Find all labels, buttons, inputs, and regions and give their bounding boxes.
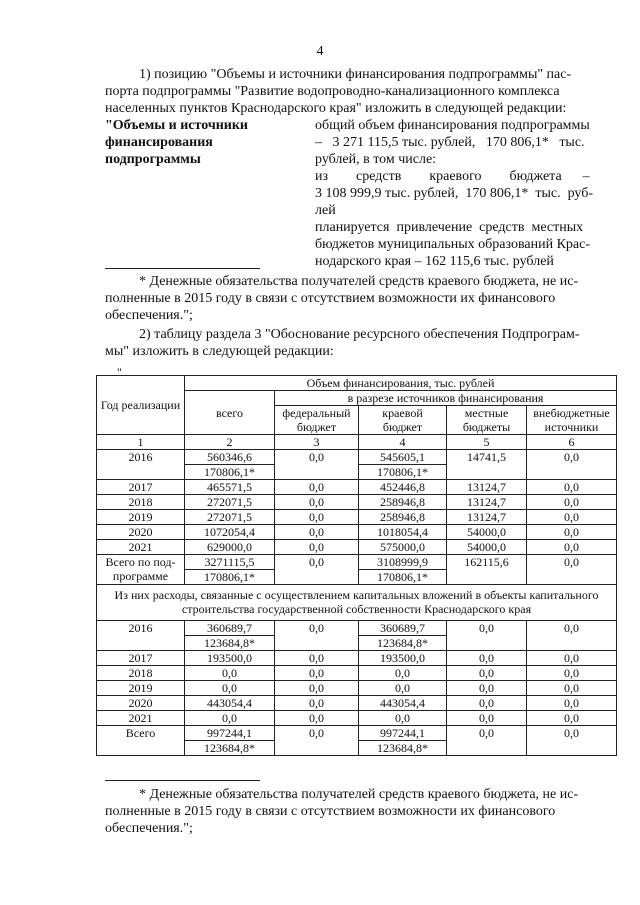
table-row [97,540,617,555]
cell-local: 0,0 [447,726,527,756]
cell-extra: 0,0 [527,711,617,726]
cell-total: 560346,6 [185,450,275,465]
col-number: 4 [359,435,447,450]
cell-regional: 997244,1 [359,726,447,741]
table-row [97,681,617,696]
footnote-line: * Денежные обязательства получателей средств краевого бюджета, не ис- [139,787,579,802]
cell-federal: 0,0 [275,711,359,726]
col-number: 5 [447,435,527,450]
item-1-paragraph [105,66,615,117]
table-row [97,696,617,711]
passport-label-line: "Объемы и источники [105,118,248,133]
cell-year: 2018 [97,666,185,681]
cell-extra: 0,0 [527,726,617,756]
footnote-rule [105,268,260,269]
passport-label [105,117,285,168]
cell-federal: 0,0 [275,480,359,495]
cell-federal: 0,0 [275,495,359,510]
col-number: 1 [97,435,185,450]
cell-regional: 258946,8 [359,510,447,525]
cell-year: 2021 [97,711,185,726]
table-header-row [97,376,617,391]
cell-local: 0,0 [447,651,527,666]
cell-regional: 545605,1 [359,450,447,465]
cell-local: 14741,5 [447,450,527,480]
cell-regional: 3108999,9 [359,555,447,570]
footnote-line: обеспечения."; [105,821,193,836]
footnote-1 [105,273,615,324]
cell-extra: 0,0 [527,525,617,540]
table-row [97,666,617,681]
passport-value [315,117,615,270]
cell-total-star: 170806,1* [185,465,275,480]
footnote-2 [105,786,615,837]
cell-regional: 0,0 [359,711,447,726]
cell-regional: 193500,0 [359,651,447,666]
cell-local: 0,0 [447,681,527,696]
table-row [97,711,617,726]
cell-federal: 0,0 [275,666,359,681]
cell-local: 13124,7 [447,495,527,510]
table-row-total [97,555,617,570]
cell-total-star: 170806,1* [185,570,275,585]
cell-extra: 0,0 [527,555,617,585]
cell-total: 465571,5 [185,480,275,495]
capital-investments-caption: Из них расходы, связанные с осуществлением капитальных вложений в объекты капитального строительства государственной собственности Краснодарского края [97,585,617,621]
cell-regional: 0,0 [359,666,447,681]
header-year: Год реализации [97,376,185,435]
footnote-line: обеспечения."; [105,308,193,323]
table-number-row [97,435,617,450]
cell-regional: 452446,8 [359,480,447,495]
table-section-row [97,585,617,621]
cell-year: 2018 [97,495,185,510]
cell-year: 2019 [97,510,185,525]
passport-value-line: – 3 271 115,5 тыс. рублей, 170 806,1* тыс. [315,135,585,150]
cell-year: 2016 [97,621,185,651]
item-1-line: населенных пунктов Краснодарского края" изложить в следующей редакции: [105,101,567,116]
cell-total: 1072054,4 [185,525,275,540]
header-total: всего [185,391,275,435]
cell-extra: 0,0 [527,666,617,681]
passport-label-line: подпрограммы [105,152,201,167]
cell-regional: 443054,4 [359,696,447,711]
cell-total: 360689,7 [185,621,275,636]
cell-total: 0,0 [185,666,275,681]
cell-federal: 0,0 [275,696,359,711]
footnote-line: полненные в 2015 году в связи с отсутствием возможности их финансового [105,291,556,306]
cell-local: 0,0 [447,621,527,651]
table-row [97,525,617,540]
header-sources: в разрезе источников финансирования [275,391,617,406]
passport-value-line: нодарского края – 162 115,6 тыс. рублей [315,254,554,269]
cell-total-star: 123684,8* [185,741,275,756]
cell-total: 443054,4 [185,696,275,711]
page-number: 4 [316,44,324,59]
footnote-line: полненные в 2015 году в связи с отсутствием возможности их финансового [105,804,556,819]
item-1-line: порта подпрограммы "Развитие водопроводно-канализационного комплекса [105,84,560,99]
cell-year: 2021 [97,540,185,555]
cell-federal: 0,0 [275,525,359,540]
header-extra: внебюджетные источники [527,406,617,435]
cell-local: 0,0 [447,711,527,726]
cell-regional-star: 170806,1* [359,465,447,480]
cell-regional: 360689,7 [359,621,447,636]
cell-year: 2020 [97,525,185,540]
col-number: 6 [527,435,617,450]
cell-local: 0,0 [447,696,527,711]
opening-quote: " [117,365,122,379]
table-row [97,480,617,495]
cell-extra: 0,0 [527,651,617,666]
header-federal: федеральный бюджет [275,406,359,435]
cell-extra: 0,0 [527,540,617,555]
total-label-line: Всего по под- [105,555,176,569]
cell-extra: 0,0 [527,495,617,510]
cell-year: 2019 [97,681,185,696]
cell-extra: 0,0 [527,480,617,495]
cell-extra: 0,0 [527,696,617,711]
cell-regional: 1018054,4 [359,525,447,540]
table-row [97,510,617,525]
financing-table [96,375,617,756]
cell-local: 13124,7 [447,510,527,525]
footnote-line: * Денежные обязательства получателей средств краевого бюджета, не ис- [139,274,579,289]
cell-federal: 0,0 [275,450,359,480]
cell-extra: 0,0 [527,510,617,525]
col-number: 3 [275,435,359,450]
passport-value-line: лей [315,203,336,218]
cell-total: 193500,0 [185,651,275,666]
cell-year: 2016 [97,450,185,480]
cell-extra: 0,0 [527,450,617,480]
table-row-total [97,726,617,741]
cell-extra: 0,0 [527,621,617,651]
table-row [97,495,617,510]
cell-local: 54000,0 [447,525,527,540]
cell-extra: 0,0 [527,681,617,696]
header-volume: Объем финансирования, тыс. рублей [185,376,617,391]
footnote-rule [105,780,260,781]
cell-federal: 0,0 [275,681,359,696]
passport-value-line: 3 108 999,9 тыс. рублей, 170 806,1* тыс. руб- [315,186,593,201]
cell-total: 997244,1 [185,726,275,741]
cell-local: 0,0 [447,666,527,681]
cell-federal: 0,0 [275,621,359,651]
header-regional: краевой бюджет [359,406,447,435]
col-number: 2 [185,435,275,450]
cell-regional: 258946,8 [359,495,447,510]
item-2-paragraph [105,326,615,360]
cell-local: 54000,0 [447,540,527,555]
cell-regional-star: 123684,8* [359,741,447,756]
item-1-line: 1) позицию "Объемы и источники финансирования подпрограммы" пас- [139,67,572,82]
item-2-line: 2) таблицу раздела 3 "Обоснование ресурсного обеспечения Подпрограм- [139,327,580,342]
passport-value-line: общий объем финансирования подпрограммы [315,118,590,133]
cell-federal: 0,0 [275,651,359,666]
header-local: местные бюджеты [447,406,527,435]
table-row [97,621,617,636]
cell-regional: 575000,0 [359,540,447,555]
cell-total: 272071,5 [185,510,275,525]
passport-value-line: планируется привлечение средств местных [315,220,584,235]
cell-year: 2017 [97,651,185,666]
passport-label-line: финансирования [105,135,213,150]
cell-year: 2020 [97,696,185,711]
cell-total-label: Всего [97,726,185,756]
table-row [97,651,617,666]
cell-total: 629000,0 [185,540,275,555]
cell-regional-star: 123684,8* [359,636,447,651]
cell-local: 13124,7 [447,480,527,495]
cell-federal: 0,0 [275,726,359,756]
cell-regional-star: 170806,1* [359,570,447,585]
total-label-line: программе [112,569,169,583]
cell-total-label [97,555,185,585]
cell-federal: 0,0 [275,555,359,585]
table-row [97,450,617,465]
cell-federal: 0,0 [275,510,359,525]
passport-value-line: из средств краевого бюджета – [315,169,590,184]
cell-local: 162115,6 [447,555,527,585]
cell-total: 3271115,5 [185,555,275,570]
passport-value-line: бюджетов муниципальных образований Крас- [315,237,590,252]
cell-total: 0,0 [185,711,275,726]
cell-total: 272071,5 [185,495,275,510]
cell-federal: 0,0 [275,540,359,555]
cell-year: 2017 [97,480,185,495]
item-2-line: мы" изложить в следующей редакции: [105,344,334,359]
cell-total-star: 123684,8* [185,636,275,651]
cell-total: 0,0 [185,681,275,696]
cell-regional: 0,0 [359,681,447,696]
passport-value-line: рублей, в том числе: [315,152,437,167]
